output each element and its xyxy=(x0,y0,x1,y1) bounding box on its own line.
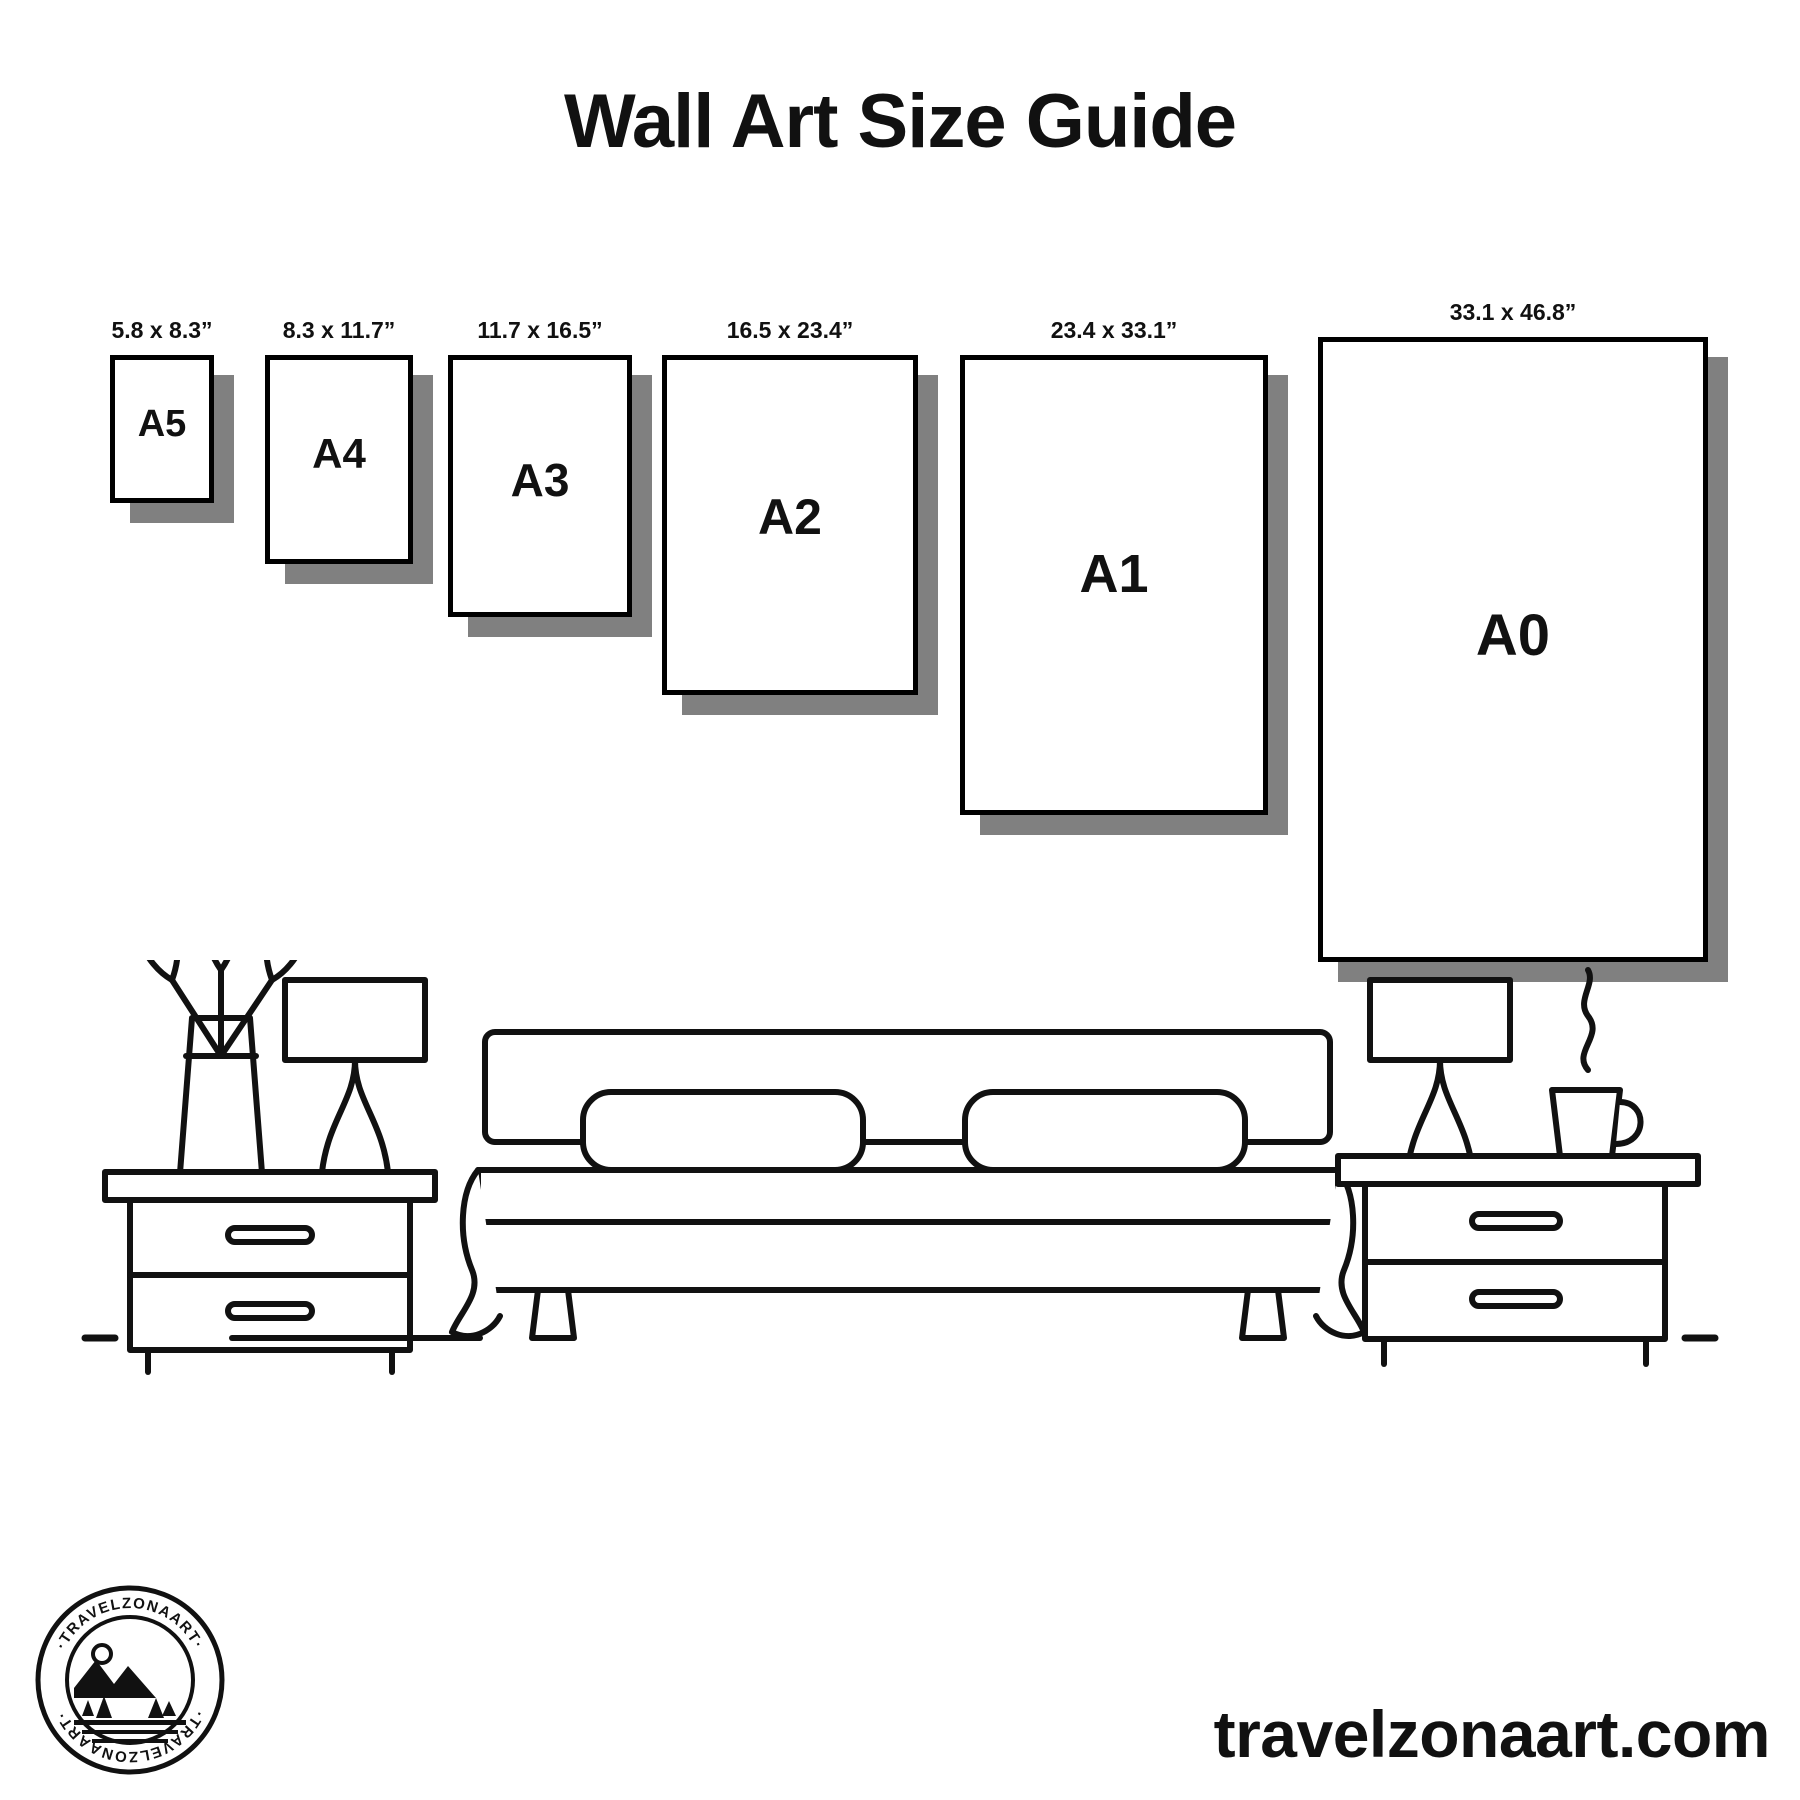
frame-dimension-label: 5.8 x 8.3” xyxy=(111,317,213,343)
frame-dimension-label: 8.3 x 11.7” xyxy=(282,317,396,343)
frame-size-name: A1 xyxy=(1079,544,1149,604)
frame-a3 xyxy=(448,317,652,677)
frame-a4 xyxy=(265,317,433,624)
frame-size-name: A3 xyxy=(510,454,570,506)
left-nightstand xyxy=(105,1172,435,1372)
bedroom-scene xyxy=(60,960,1740,1380)
frame-dimension-label: 16.5 x 23.4” xyxy=(726,317,854,343)
logo-text-top: ·TRAVELZONAART· xyxy=(52,1594,208,1653)
page-title: Wall Art Size Guide xyxy=(563,79,1237,164)
frame-a1 xyxy=(960,317,1288,875)
website-url[interactable]: travelzonaart.com xyxy=(1213,1697,1770,1771)
left-table-lamp xyxy=(285,980,425,1172)
right-table-lamp xyxy=(1370,980,1510,1172)
frame-size-name: A2 xyxy=(758,489,822,545)
frame-dimension-label: 11.7 x 16.5” xyxy=(477,317,603,343)
frame-size-name: A0 xyxy=(1475,603,1551,668)
frame-a2 xyxy=(662,317,938,755)
frame-dimension-label: 33.1 x 46.8” xyxy=(1449,299,1577,325)
coffee-mug xyxy=(1552,970,1641,1156)
frame-a0 xyxy=(1318,299,1728,1022)
frame-size-name: A5 xyxy=(137,403,187,445)
plant-vase xyxy=(137,960,307,1173)
logo-text-bottom: ·TRAVELZONAART· xyxy=(52,1707,208,1766)
frame-a5 xyxy=(110,317,234,563)
brand-logo xyxy=(30,1580,230,1780)
right-nightstand xyxy=(1338,1156,1698,1364)
frame-dimension-label: 23.4 x 33.1” xyxy=(1050,317,1178,343)
frame-size-name: A4 xyxy=(312,430,366,477)
